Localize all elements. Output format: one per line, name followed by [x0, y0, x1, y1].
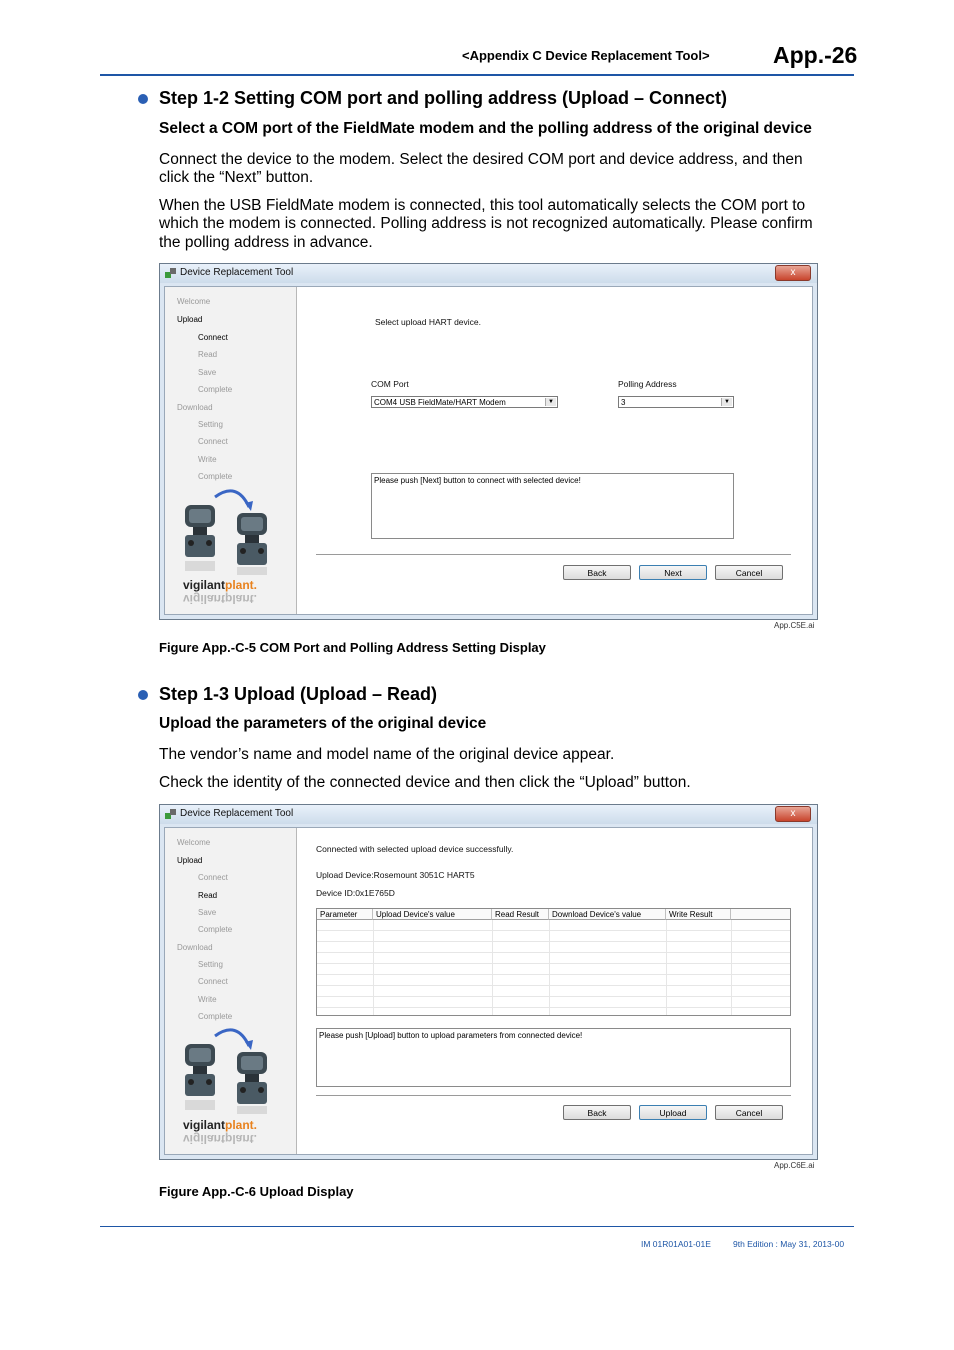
- upload-device-name: Upload Device:Rosemount 3051C HART5: [316, 870, 475, 880]
- nav-item-upload-read: Read: [198, 891, 218, 900]
- vigilantplant-logo-reflection: vigilantplant.: [183, 592, 258, 606]
- next-button[interactable]: Next: [639, 565, 707, 580]
- step-nav: [165, 828, 297, 1154]
- device-id: Device ID:0x1E765D: [316, 888, 395, 898]
- nav-item-welcome: Welcome: [177, 838, 211, 847]
- step13-para1: The vendor’s name and model name of the original device appear.: [159, 746, 615, 763]
- step12-para2-line3: the polling address in advance.: [159, 234, 373, 251]
- table-col-line: [731, 920, 732, 1015]
- title-bar: [160, 805, 817, 824]
- button-separator: [316, 554, 791, 555]
- step12-subheading: Select a COM port of the FieldMate modem and the polling address of the original device: [159, 120, 812, 137]
- header-rule: [100, 74, 854, 76]
- step12-para1-line2: click the “Next” button.: [159, 169, 314, 186]
- nav-item-upload-read: Read: [198, 350, 218, 359]
- nav-item-upload-complete: Complete: [198, 925, 233, 934]
- vigilantplant-logo-reflection: vigilantplant.: [183, 1132, 258, 1146]
- edition-date: 9th Edition : May 31, 2013-00: [733, 1239, 845, 1249]
- document-number: IM 01R01A01-01E: [641, 1239, 711, 1249]
- table-row: [317, 974, 790, 975]
- nav-item-upload: Upload: [177, 856, 203, 865]
- window-title: Device Replacement Tool: [180, 267, 294, 278]
- title-bar: [160, 264, 817, 283]
- table-col-line: [666, 920, 667, 1015]
- back-button[interactable]: Back: [563, 1105, 631, 1120]
- vigilantplant-logo: vigilantplant.: [183, 1118, 258, 1132]
- table-col-line: [549, 920, 550, 1015]
- chevron-down-icon: ▼: [721, 398, 732, 406]
- table-row: [317, 1007, 790, 1008]
- cancel-button[interactable]: Cancel: [715, 1105, 783, 1120]
- nav-item-download-setting: Setting: [198, 960, 223, 969]
- table-row: [317, 985, 790, 986]
- col-header-upload-value[interactable]: Upload Device's value: [373, 909, 492, 920]
- figure-file-name: App.C5E.ai: [774, 621, 815, 630]
- device-transfer-illustration: [179, 485, 279, 575]
- nav-item-download-setting: Setting: [198, 420, 223, 429]
- nav-item-upload-connect: Connect: [198, 333, 228, 342]
- back-button[interactable]: Back: [563, 565, 631, 580]
- nav-item-upload: Upload: [177, 315, 203, 324]
- cancel-button[interactable]: Cancel: [715, 565, 783, 580]
- window-client: [164, 827, 813, 1155]
- nav-item-upload-complete: Complete: [198, 385, 233, 394]
- device-replacement-window-connect: [159, 263, 818, 620]
- app-icon: [165, 809, 176, 820]
- window-client: [164, 286, 813, 615]
- device-replacement-window-upload: [159, 804, 818, 1160]
- app-icon: [165, 268, 176, 279]
- table-row: [317, 941, 790, 942]
- col-header-download-value[interactable]: Download Device's value: [549, 909, 666, 920]
- nav-item-download: Download: [177, 943, 213, 952]
- step12-para1-line1: Connect the device to the modem. Select the desired COM port and device address, and then: [159, 151, 803, 168]
- message-box: Please push [Next] button to connect with selected device!: [371, 473, 734, 539]
- nav-item-download-complete: Complete: [198, 472, 233, 481]
- figure-c6-caption: Figure App.-C-6 Upload Display: [159, 1184, 354, 1199]
- polling-address-label: Polling Address: [618, 379, 677, 389]
- table-col-line: [492, 920, 493, 1015]
- upload-prompt: Select upload HART device.: [375, 317, 481, 327]
- nav-item-welcome: Welcome: [177, 297, 211, 306]
- figure-c5-caption: Figure App.-C-5 COM Port and Polling Address Setting Display: [159, 640, 546, 655]
- step13-heading: Step 1-3 Upload (Upload – Read): [159, 684, 438, 704]
- table-row: [317, 963, 790, 964]
- page-number: App.-26: [773, 42, 858, 68]
- nav-item-download-write: Write: [198, 995, 217, 1004]
- step12-para2-line1: When the USB FieldMate modem is connected, this tool automatically selects the COM port to: [159, 197, 806, 214]
- step-nav: [165, 287, 297, 614]
- nav-item-download: Download: [177, 403, 213, 412]
- footer-rule: [100, 1226, 854, 1227]
- button-separator: [316, 1095, 791, 1096]
- bullet-icon: [138, 690, 148, 700]
- col-header-filler: [731, 909, 790, 920]
- chevron-down-icon: ▼: [545, 398, 556, 406]
- table-col-line: [373, 920, 374, 1015]
- nav-item-upload-connect: Connect: [198, 873, 228, 882]
- col-header-read-result[interactable]: Read Result: [492, 909, 549, 920]
- nav-item-download-connect: Connect: [198, 437, 228, 446]
- bullet-icon: [138, 94, 148, 104]
- step13-subheading: Upload the parameters of the original device: [159, 715, 487, 732]
- figure-file-name: App.C6E.ai: [774, 1161, 815, 1170]
- table-row: [317, 996, 790, 997]
- nav-item-upload-save: Save: [198, 908, 217, 917]
- col-header-parameter[interactable]: Parameter: [317, 909, 373, 920]
- upload-button[interactable]: Upload: [639, 1105, 707, 1120]
- step12-para2-line2: which the modem is connected. Polling address is not recognized automatically. Please confirm: [159, 215, 813, 232]
- table-row: [317, 952, 790, 953]
- close-button[interactable]: x: [775, 806, 811, 822]
- vigilantplant-logo: vigilantplant.: [183, 578, 258, 592]
- table-row: [317, 930, 790, 931]
- nav-item-upload-save: Save: [198, 368, 217, 377]
- window-title: Device Replacement Tool: [180, 808, 294, 819]
- polling-address-select[interactable]: 3 ▼: [618, 396, 734, 408]
- device-transfer-illustration: [179, 1024, 279, 1114]
- nav-item-download-connect: Connect: [198, 977, 228, 986]
- nav-item-download-write: Write: [198, 455, 217, 464]
- close-button[interactable]: x: [775, 265, 811, 281]
- message-box: Please push [Upload] button to upload parameters from connected device!: [316, 1028, 791, 1087]
- step12-heading: Step 1-2 Setting COM port and polling address (Upload – Connect): [159, 88, 728, 108]
- nav-item-download-complete: Complete: [198, 1012, 233, 1021]
- header-section: <Appendix C Device Replacement Tool>: [462, 48, 710, 63]
- connection-status: Connected with selected upload device successfully.: [316, 844, 514, 854]
- col-header-write-result[interactable]: Write Result: [666, 909, 731, 920]
- com-port-select[interactable]: COM4 USB FieldMate/HART Modem ▼: [371, 396, 558, 408]
- com-port-label: COM Port: [371, 379, 409, 389]
- step13-para2: Check the identity of the connected device and then click the “Upload” button.: [159, 774, 691, 791]
- parameter-table[interactable]: [316, 908, 791, 1016]
